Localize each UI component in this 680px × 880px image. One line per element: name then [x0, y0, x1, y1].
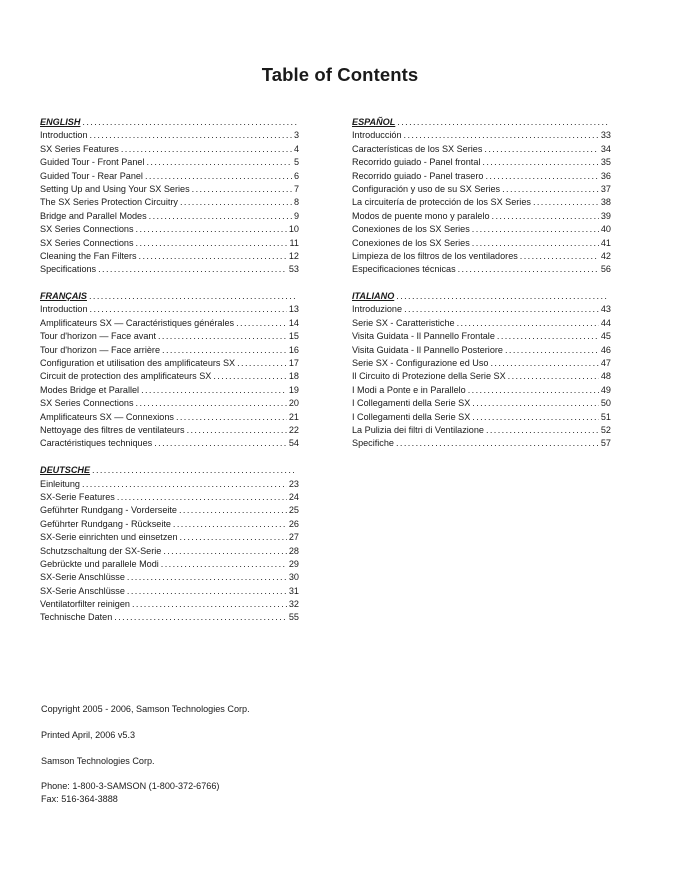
toc-entry[interactable] [352, 143, 611, 156]
leader-dots [404, 129, 599, 142]
toc-entry[interactable] [40, 531, 299, 544]
leader-dots [508, 370, 599, 383]
toc-section-english [40, 116, 299, 277]
toc-entry-page: 33 [600, 130, 611, 141]
toc-entry[interactable] [352, 424, 611, 437]
toc-entry-page: 44 [600, 317, 611, 328]
toc-entry-title: Amplificateurs SX — Connexions [40, 411, 174, 422]
toc-entry[interactable] [352, 357, 611, 370]
leader-dots [90, 129, 292, 142]
toc-entry-page: 51 [600, 411, 611, 422]
toc-entry[interactable] [40, 344, 299, 357]
toc-entry[interactable] [352, 237, 611, 250]
leader-dots [179, 504, 287, 517]
toc-section-francais [40, 290, 299, 451]
toc-entry[interactable] [352, 223, 611, 236]
leader-dots [139, 250, 287, 263]
toc-entry-title: Visita Guidata - Il Pannello Posteriore [352, 344, 503, 355]
leader-dots [92, 464, 297, 477]
leader-dots [485, 170, 598, 183]
toc-entry-page: 57 [600, 438, 611, 449]
toc-entry[interactable] [352, 210, 611, 223]
toc-entry-title: La circuitería de protección de los SX Series [352, 197, 531, 208]
toc-entry-page: 18 [288, 371, 299, 382]
leader-dots [237, 357, 287, 370]
toc-entry-title: Guided Tour - Rear Panel [40, 170, 143, 181]
toc-entry-page: 25 [288, 505, 299, 516]
toc-entry[interactable] [352, 129, 611, 142]
toc-entry[interactable] [352, 344, 611, 357]
toc-entry-title: Cleaning the Fan Filters [40, 250, 137, 261]
toc-entry-title: Serie SX - Configurazione ed Uso [352, 358, 489, 369]
toc-entry-page: 13 [288, 304, 299, 315]
toc-entry-title: Caractéristiques techniques [40, 438, 153, 449]
toc-entry[interactable] [40, 598, 299, 611]
section-heading [40, 464, 299, 477]
toc-entry-title: Características de los SX Series [352, 143, 483, 154]
toc-entry[interactable] [40, 585, 299, 598]
toc-entry-title: SX Series Connections [40, 398, 134, 409]
toc-entry-page: 43 [600, 304, 611, 315]
toc-entry[interactable] [40, 397, 299, 410]
leader-dots [162, 344, 287, 357]
toc-entry[interactable] [40, 491, 299, 504]
toc-entry-title: Modes Bridge et Parallel [40, 384, 140, 395]
toc-entry-page: 19 [288, 384, 299, 395]
toc-entry-title: Introduction [40, 304, 88, 315]
toc-entry-title: I Modi a Ponte e in Parallelo [352, 384, 466, 395]
toc-entry-page: 9 [293, 210, 299, 221]
toc-entry-title: Guided Tour - Front Panel [40, 157, 145, 168]
leader-dots [163, 545, 287, 558]
toc-entry-title: Introduction [40, 130, 88, 141]
toc-entry[interactable] [352, 437, 611, 450]
toc-entry-title: Ventilatorfilter reinigen [40, 599, 130, 610]
toc-entry[interactable] [352, 303, 611, 316]
leader-dots [117, 491, 287, 504]
toc-entry-page: 24 [288, 491, 299, 502]
toc-entry[interactable] [40, 424, 299, 437]
toc-entry-page: 12 [288, 250, 299, 261]
toc-entry-page: 6 [293, 170, 299, 181]
toc-entry-page: 34 [600, 143, 611, 154]
toc-entry-title: Schutzschaltung der SX-Serie [40, 545, 162, 556]
toc-entry[interactable] [40, 317, 299, 330]
toc-entry-page: 17 [288, 358, 299, 369]
toc-entry-title: SX-Serie Anschlüsse [40, 585, 125, 596]
toc-entry-title: Geführter Rundgang - Vorderseite [40, 505, 177, 516]
fax-number: Fax: 516-364-3888 [41, 793, 118, 804]
toc-entry-page: 30 [288, 572, 299, 583]
toc-entry[interactable] [352, 183, 611, 196]
toc-entry-title: Visita Guidata - Il Pannello Frontale [352, 331, 495, 342]
toc-entry[interactable] [352, 370, 611, 383]
toc-entry-title: SX Series Connections [40, 224, 134, 235]
toc-entry-page: 36 [600, 170, 611, 181]
toc-entry-page: 46 [600, 344, 611, 355]
toc-entry[interactable] [40, 571, 299, 584]
leader-dots [192, 183, 292, 196]
toc-entry[interactable] [40, 330, 299, 343]
toc-section-espanol [352, 116, 611, 277]
leader-dots [533, 196, 599, 209]
toc-entry-page: 15 [288, 331, 299, 342]
toc-entry[interactable] [40, 384, 299, 397]
toc-entry-page: 41 [600, 237, 611, 248]
leader-dots [472, 237, 599, 250]
section-heading-label: DEUTSCHE [40, 465, 91, 476]
toc-entry[interactable] [352, 196, 611, 209]
leader-dots [213, 370, 287, 383]
toc-entry[interactable] [40, 357, 299, 370]
toc-entry[interactable] [352, 317, 611, 330]
leader-dots [136, 237, 288, 250]
toc-entry-page: 55 [288, 612, 299, 623]
toc-entry-title: Tour d'horizon — Face avant [40, 331, 156, 342]
section-heading [352, 290, 611, 303]
toc-entry-page: 52 [600, 424, 611, 435]
leader-dots [457, 317, 599, 330]
toc-section-italiano [352, 290, 611, 451]
toc-entry[interactable] [40, 263, 299, 276]
toc-entry-title: Tour d'horizon — Face arrière [40, 344, 161, 355]
toc-entry-page: 23 [288, 478, 299, 489]
leader-dots [127, 585, 287, 598]
leader-dots [176, 411, 287, 424]
toc-entry-title: La Pulizia dei filtri di Ventilazione [352, 424, 484, 435]
toc-entry[interactable] [40, 437, 299, 450]
leader-dots [468, 384, 599, 397]
toc-entry-page: 29 [288, 558, 299, 569]
toc-entry-page: 35 [600, 157, 611, 168]
toc-entry-title: I Collegamenti della Serie SX [352, 398, 471, 409]
section-heading-label: ITALIANO [352, 291, 395, 302]
leader-dots [161, 558, 287, 571]
toc-entry-title: Introducción [352, 130, 402, 141]
toc-entry[interactable] [40, 411, 299, 424]
leader-dots [132, 598, 287, 611]
leader-dots [490, 357, 598, 370]
toc-entry-title: Conexiones de los SX Series [352, 237, 470, 248]
toc-entry-title: SX Series Connections [40, 237, 134, 248]
toc-entry-title: Specifiche [352, 438, 394, 449]
leader-dots [472, 223, 599, 236]
toc-entry[interactable] [40, 210, 299, 223]
toc-entry-page: 5 [293, 157, 299, 168]
toc-entry-page: 4 [293, 143, 299, 154]
leader-dots [121, 143, 292, 156]
toc-entry[interactable] [352, 384, 611, 397]
toc-entry[interactable] [40, 129, 299, 142]
section-heading-label: FRANÇAIS [40, 291, 87, 302]
toc-entry-page: 42 [600, 250, 611, 261]
toc-entry-page: 16 [288, 344, 299, 355]
toc-entry[interactable] [352, 263, 611, 276]
toc-entry-title: Circuit de protection des amplificateurs SX [40, 371, 212, 382]
toc-entry[interactable] [352, 411, 611, 424]
toc-entry[interactable] [40, 545, 299, 558]
toc-entry[interactable] [40, 518, 299, 531]
toc-entry-title: Setting Up and Using Your SX Series [40, 183, 190, 194]
leader-dots [145, 170, 292, 183]
toc-entry[interactable] [352, 330, 611, 343]
leader-dots [396, 437, 599, 450]
toc-entry-page: 40 [600, 224, 611, 235]
toc-entry[interactable] [40, 611, 299, 624]
leader-dots [127, 571, 287, 584]
toc-entry-page: 37 [600, 183, 611, 194]
toc-entry-page: 11 [289, 237, 299, 248]
leader-dots [482, 156, 598, 169]
leader-dots [458, 263, 599, 276]
toc-entry-title: Technische Daten [40, 612, 113, 623]
toc-entry-page: 54 [288, 438, 299, 449]
leader-dots [472, 397, 599, 410]
toc-entry[interactable] [352, 250, 611, 263]
leader-dots [396, 290, 609, 303]
toc-entry-title: Il Circuito di Protezione della Serie SX [352, 371, 506, 382]
copyright-text: Copyright 2005 - 2006, Samson Technologies Corp. [41, 704, 250, 714]
leader-dots [141, 384, 287, 397]
toc-column-right [352, 116, 611, 464]
toc-entry[interactable] [40, 156, 299, 169]
leader-dots [397, 116, 609, 129]
leader-dots [146, 156, 291, 169]
toc-entry[interactable] [40, 250, 299, 263]
company-name: Samson Technologies Corp. [41, 755, 155, 766]
toc-entry[interactable] [40, 196, 299, 209]
section-heading [352, 116, 611, 129]
leader-dots [404, 303, 599, 316]
toc-entry-title: Geführter Rundgang - Rückseite [40, 518, 171, 529]
leader-dots [520, 250, 599, 263]
leader-dots [89, 290, 297, 303]
toc-entry[interactable] [352, 170, 611, 183]
leader-dots [136, 223, 287, 236]
leader-dots [502, 183, 599, 196]
leader-dots [90, 303, 287, 316]
toc-entry-title: Introduzione [352, 304, 403, 315]
toc-entry-title: Einleitung [40, 478, 80, 489]
leader-dots [82, 116, 297, 129]
toc-entry-page: 49 [600, 384, 611, 395]
toc-entry-title: Recorrido guiado - Panel frontal [352, 157, 481, 168]
leader-dots [236, 317, 287, 330]
toc-entry-title: SX Series Features [40, 143, 119, 154]
printed-date: Printed April, 2006 v5.3 [41, 729, 136, 740]
leader-dots [149, 210, 292, 223]
toc-entry-title: Configuración y uso de su SX Series [352, 183, 501, 194]
leader-dots [136, 397, 287, 410]
toc-entry-title: Serie SX - Caratteristiche [352, 317, 455, 328]
leader-dots [472, 411, 599, 424]
toc-entry-title: Gebrückte und parallele Modi [40, 558, 159, 569]
toc-entry-title: Especificaciones técnicas [352, 264, 456, 275]
toc-entry-title: Configuration et utilisation des amplificateurs SX [40, 358, 236, 369]
toc-entry-title: Conexiones de los SX Series [352, 224, 470, 235]
toc-entry-page: 14 [288, 317, 299, 328]
toc-entry-page: 27 [288, 532, 299, 543]
page-title: Table of Contents [261, 64, 419, 85]
leader-dots [492, 210, 599, 223]
toc-entry[interactable] [40, 183, 299, 196]
toc-entry[interactable] [40, 237, 299, 250]
toc-entry-title: Specifications [40, 264, 97, 275]
toc-entry-page: 45 [600, 331, 611, 342]
toc-entry-page: 56 [600, 264, 611, 275]
toc-entry-page: 31 [288, 585, 299, 596]
leader-dots [158, 330, 287, 343]
leader-dots [486, 424, 599, 437]
toc-entry[interactable] [40, 143, 299, 156]
toc-entry-page: 22 [288, 424, 299, 435]
toc-entry-page: 7 [293, 183, 299, 194]
toc-entry-title: Nettoyage des filtres de ventilateurs [40, 424, 185, 435]
toc-entry-title: SX-Serie einrichten und einsetzen [40, 532, 178, 543]
leader-dots [180, 196, 292, 209]
phone-number: Phone: 1-800-3-SAMSON (1-800-372-6766) [41, 781, 220, 792]
toc-entry-title: Modos de puente mono y paralelo [352, 210, 490, 221]
toc-entry-page: 8 [293, 197, 299, 208]
toc-entry-title: SX-Serie Anschlüsse [40, 572, 125, 583]
toc-entry-page: 48 [600, 371, 611, 382]
toc-entry[interactable] [40, 170, 299, 183]
toc-entry-title: Bridge and Parallel Modes [40, 210, 147, 221]
toc-entry-title: Limpieza de los filtros de los ventiladores [352, 250, 518, 261]
leader-dots [82, 478, 287, 491]
toc-entry-page: 53 [288, 264, 299, 275]
toc-entry-page: 3 [293, 130, 299, 141]
toc-section-deutsche [40, 464, 299, 625]
toc-entry-page: 26 [288, 518, 299, 529]
copyright-block [41, 703, 250, 819]
toc-entry[interactable] [352, 156, 611, 169]
section-heading-label: ENGLISH [40, 117, 81, 127]
leader-dots [187, 424, 287, 437]
toc-entry-page: 50 [600, 398, 611, 409]
toc-entry[interactable] [40, 370, 299, 383]
leader-dots [497, 330, 599, 343]
toc-entry-page: 28 [288, 545, 299, 556]
section-heading [40, 116, 299, 129]
toc-entry-title: SX-Serie Features [40, 491, 115, 502]
leader-dots [98, 263, 287, 276]
toc-entry-title: I Collegamenti della Serie SX [352, 411, 471, 422]
leader-dots [484, 143, 598, 156]
toc-entry[interactable] [40, 504, 299, 517]
section-heading [40, 290, 299, 303]
toc-entry[interactable] [40, 558, 299, 571]
toc-entry-page: 47 [600, 358, 611, 369]
toc-entry-page: 38 [600, 197, 611, 208]
leader-dots [114, 611, 287, 624]
leader-dots [180, 531, 287, 544]
toc-entry-page: 32 [288, 599, 299, 610]
leader-dots [173, 518, 287, 531]
toc-entry-page: 10 [288, 224, 299, 235]
toc-entry-title: The SX Series Protection Circuitry [40, 197, 178, 208]
leader-dots [505, 344, 599, 357]
toc-entry-title: Amplificateurs SX — Caractéristiques générales [40, 317, 235, 328]
toc-entry-page: 21 [288, 411, 299, 422]
toc-entry[interactable] [352, 397, 611, 410]
toc-entry-page: 20 [288, 398, 299, 409]
toc-entry-page: 39 [600, 210, 611, 221]
leader-dots [154, 437, 287, 450]
toc-entry[interactable] [40, 478, 299, 491]
toc-column-left [40, 116, 299, 638]
toc-entry[interactable] [40, 223, 299, 236]
section-heading-label: ESPAÑOL [352, 117, 396, 127]
toc-entry[interactable] [40, 303, 299, 316]
toc-entry-title: Recorrido guiado - Panel trasero [352, 170, 484, 181]
